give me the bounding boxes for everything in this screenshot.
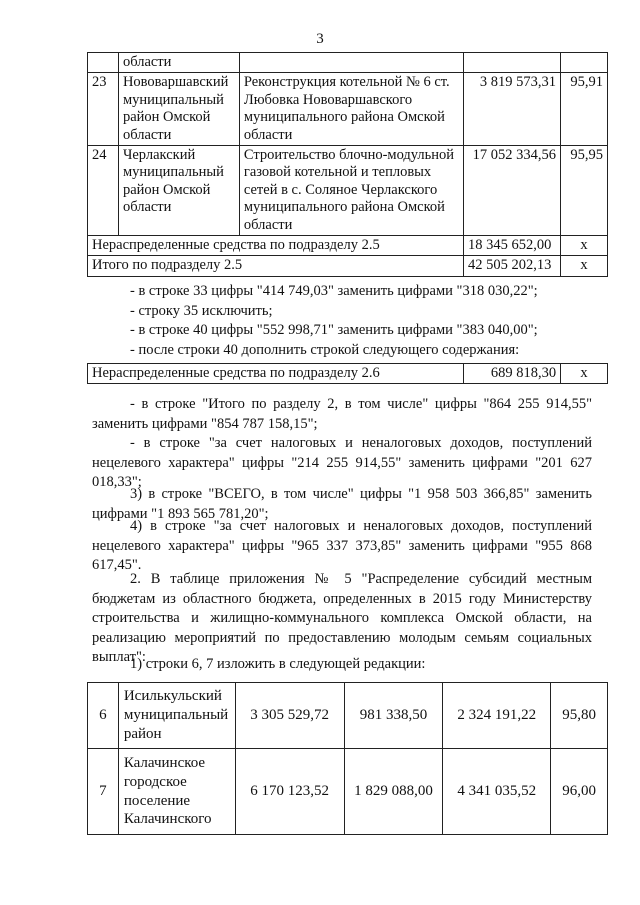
- value-cell: 2 324 191,22: [443, 683, 551, 749]
- added-row-label: Нераспределенные средства по подразделу 2.6: [88, 364, 464, 384]
- value-cell: 981 338,50: [344, 683, 443, 749]
- object-cell: Строительство блочно-модульной газовой котельной и тепловых сетей в с. Соляное Черлакского муниципального района Омской области: [239, 145, 463, 235]
- section-intro: 1) строки 6, 7 изложить в следующей редакции:: [130, 656, 426, 672]
- amendment-list: [130, 282, 538, 360]
- total-label: Итого по подразделу 2.5: [88, 256, 464, 276]
- youth-families-table: [87, 682, 608, 835]
- total-amount: 42 505 202,13: [464, 256, 561, 276]
- table-row: [88, 53, 608, 73]
- table-row: [88, 364, 608, 384]
- table-row: [88, 73, 608, 146]
- paragraph: 2. В таблице приложения № 5 "Распределение субсидий местным бюджетам из областного бюджета, определенных в 2015 году Министерству строительства и жилищно-коммунального комплекса Омской области, на реализацию мероприятий по предоставлению молодым семьям социальных выплат":: [92, 571, 592, 665]
- total-mark: х: [561, 256, 608, 276]
- value-cell: 1 829 088,00: [344, 749, 443, 835]
- amount-cell: 3 819 573,31: [464, 73, 561, 146]
- object-cell: Реконструкция котельной № 6 ст. Любовка Нововаршавского муниципального района Омской области: [239, 73, 463, 146]
- table-row: [88, 683, 608, 749]
- added-row-mark: х: [561, 364, 608, 384]
- municipality-cell: Черлакский муниципальный район Омской области: [118, 145, 239, 235]
- summary-label: Нераспределенные средства по подразделу 2.5: [88, 235, 464, 255]
- paragraph: - в строке "за счет налоговых и неналоговых доходов, поступлений нецелевого характера" цифры "214 255 914,55" заменить цифрами "201 627 018,33";: [92, 435, 592, 490]
- table-cell: области: [118, 53, 239, 73]
- percent-cell: 95,80: [551, 683, 608, 749]
- paragraph: 4) в строке "за счет налоговых и неналоговых доходов, поступлений нецелевого характера" цифры "965 337 373,85" заменить цифрами "955 868 617,45".: [92, 518, 592, 573]
- summary-row: [88, 235, 608, 255]
- table-row: [88, 145, 608, 235]
- municipality-cell: Нововаршавский муниципальный район Омской области: [118, 73, 239, 146]
- municipality-cell: Калачинское городское поселение Калачинского: [118, 749, 235, 835]
- value-cell: 4 341 035,52: [443, 749, 551, 835]
- added-row-amount: 689 818,30: [464, 364, 561, 384]
- row-number: 23: [88, 73, 119, 146]
- page-number: 3: [316, 31, 324, 47]
- list-item: - после строки 40 дополнить строкой следующего содержания:: [130, 341, 520, 358]
- amount-cell: 17 052 334,56: [464, 145, 561, 235]
- paragraph: 3) в строке "ВСЕГО, в том числе" цифры "1 958 503 366,85" заменить цифрами "1 893 565 781,20";: [92, 486, 592, 522]
- total-row: [88, 256, 608, 276]
- list-item: - в строке 33 цифры "414 749,03" заменить цифрами "318 030,22";: [130, 283, 538, 299]
- subsidy-table-continuation: [87, 52, 608, 277]
- percent-cell: 95,91: [561, 73, 608, 146]
- value-cell: 6 170 123,52: [235, 749, 344, 835]
- paragraph: - в строке "Итого по разделу 2, в том числе" цифры "864 255 914,55" заменить цифрами "854 787 158,15";: [92, 396, 592, 432]
- list-item: - строку 35 исключить;: [130, 302, 273, 319]
- percent-cell: 95,95: [561, 145, 608, 235]
- row-number: 24: [88, 145, 119, 235]
- added-row-table: [87, 363, 608, 384]
- row-number: 6: [88, 683, 119, 749]
- list-item: - в строке 40 цифры "552 998,71" заменить цифрами "383 040,00";: [130, 322, 538, 338]
- row-number: 7: [88, 749, 119, 835]
- table-row: [88, 749, 608, 835]
- municipality-cell: Исилькульский муниципальный район: [118, 683, 235, 749]
- percent-cell: 96,00: [551, 749, 608, 835]
- value-cell: 3 305 529,72: [235, 683, 344, 749]
- summary-amount: 18 345 652,00: [464, 235, 561, 255]
- summary-mark: х: [561, 235, 608, 255]
